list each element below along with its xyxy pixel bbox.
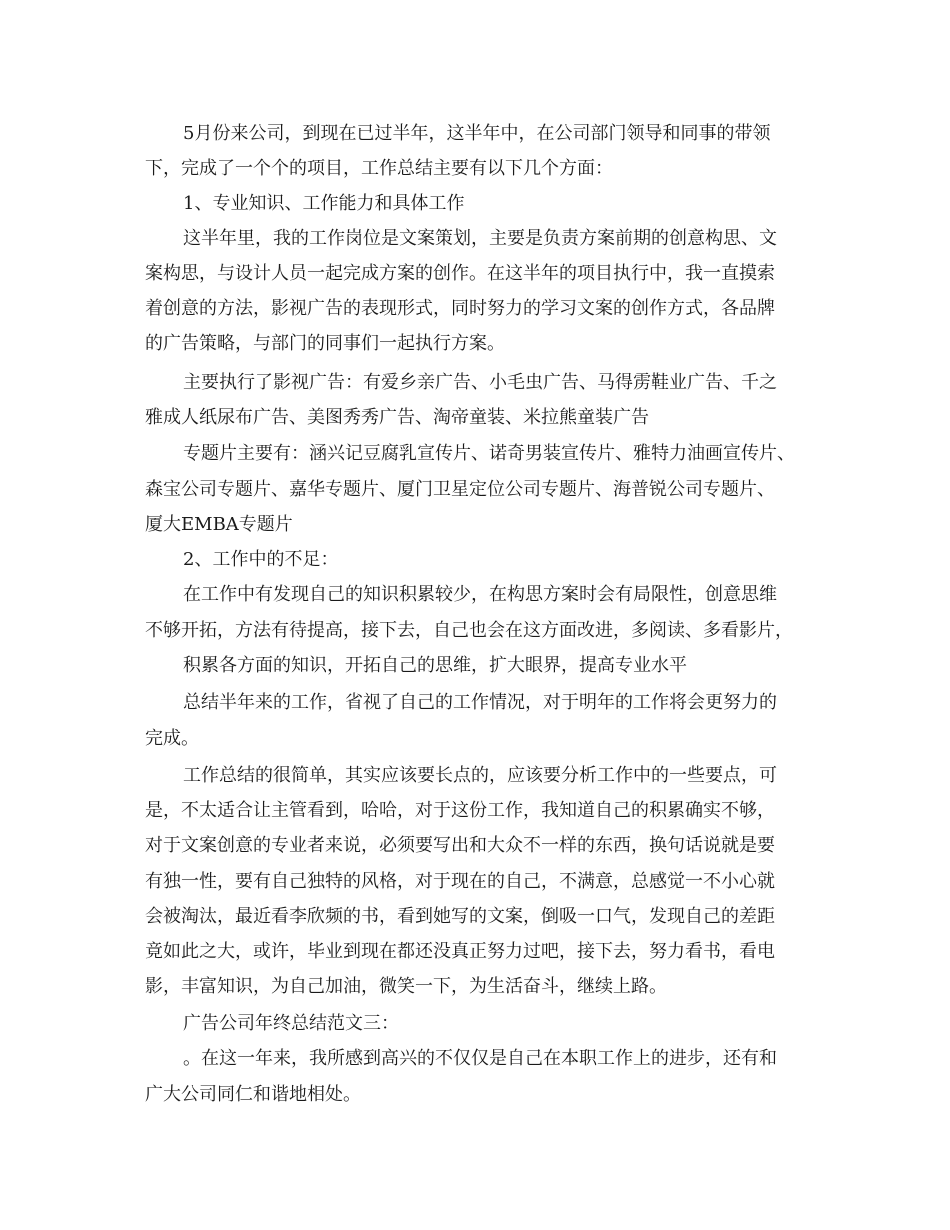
paragraph-line: 森宝公司专题片、嘉华专题片、厦门卫星定位公司专题片、海普锐公司专题片、 — [145, 479, 775, 500]
paragraph-line: 。在这一年来，我所感到高兴的不仅仅是自己在本职工作上的进步，还有和 — [183, 1048, 777, 1069]
paragraph-line: 下，完成了一个个的项目，工作总结主要有以下几个方面： — [145, 158, 613, 179]
section-heading: 1、专业知识、工作能力和具体工作 — [183, 193, 465, 214]
section-heading: 2、工作中的不足： — [183, 549, 339, 570]
paragraph-line: 的广告策略，与部门的同事们一起执行方案。 — [145, 333, 505, 354]
paragraph-line: 影，丰富知识，为自己加油，微笑一下，为生活奋斗，继续上路。 — [145, 976, 667, 997]
paragraph-line: 有独一性，要有自己独特的风格，对于现在的自己，不满意，总感觉一不小心就 — [145, 871, 775, 892]
paragraph-line: 雅成人纸尿布广告、美图秀秀广告、淘帝童装、米拉熊童装广告 — [145, 407, 649, 428]
paragraph-line: 积累各方面的知识，开拓自己的思维，扩大眼界，提高专业水平 — [183, 655, 687, 676]
paragraph-line: 主要执行了影视广告：有爱乡亲广告、小毛虫广告、马得雳鞋业广告、千之 — [183, 372, 777, 393]
paragraph-line: 是，不太适合让主管看到，哈哈，对于这份工作，我知道自己的积累确实不够， — [145, 800, 775, 821]
paragraph-line: 总结半年来的工作，省视了自己的工作情况，对于明年的工作将会更努力的 — [183, 692, 777, 713]
paragraph-line: 对于文案创意的专业者来说，必须要写出和大众不一样的东西，换句话说就是要 — [145, 835, 775, 856]
paragraph-line: 5月份来公司，到现在已过半年，这半年中，在公司部门领导和同事的带领 — [183, 123, 771, 144]
paragraph-line: 工作总结的很简单，其实应该要长点的，应该要分析工作中的一些要点，可 — [183, 765, 777, 786]
paragraph-line: 会被淘汰，最近看李欣频的书，看到她写的文案，倒吸一口气，发现自己的差距 — [145, 906, 775, 927]
paragraph-line: 竟如此之大，或许，毕业到现在都还没真正努力过吧，接下去，努力看书，看电 — [145, 941, 775, 962]
paragraph-line: 案构思，与设计人员一起完成方案的创作。在这半年的项目执行中，我一直摸索 — [145, 263, 775, 284]
paragraph-line: 不够开拓，方法有待提高，接下去，自己也会在这方面改进，多阅读、多看影片， — [145, 620, 793, 641]
section-heading: 广告公司年终总结范文三： — [183, 1013, 399, 1034]
paragraph-line: 着创意的方法，影视广告的表现形式，同时努力的学习文案的创作方式，各品牌 — [145, 298, 775, 319]
paragraph-line: 在工作中有发现自己的知识积累较少，在构思方案时会有局限性，创意思维 — [183, 584, 777, 605]
paragraph-line: 这半年里，我的工作岗位是文案策划，主要是负责方案前期的创意构思、文 — [183, 228, 777, 249]
paragraph-line: 完成。 — [145, 728, 199, 749]
paragraph-line: 专题片主要有：涵兴记豆腐乳宣传片、诺奇男装宣传片、雅特力油画宣传片、 — [183, 443, 795, 464]
paragraph-line: 厦大EMBA专题片 — [145, 514, 293, 535]
paragraph-line: 广大公司同仁和谐地相处。 — [145, 1084, 361, 1105]
